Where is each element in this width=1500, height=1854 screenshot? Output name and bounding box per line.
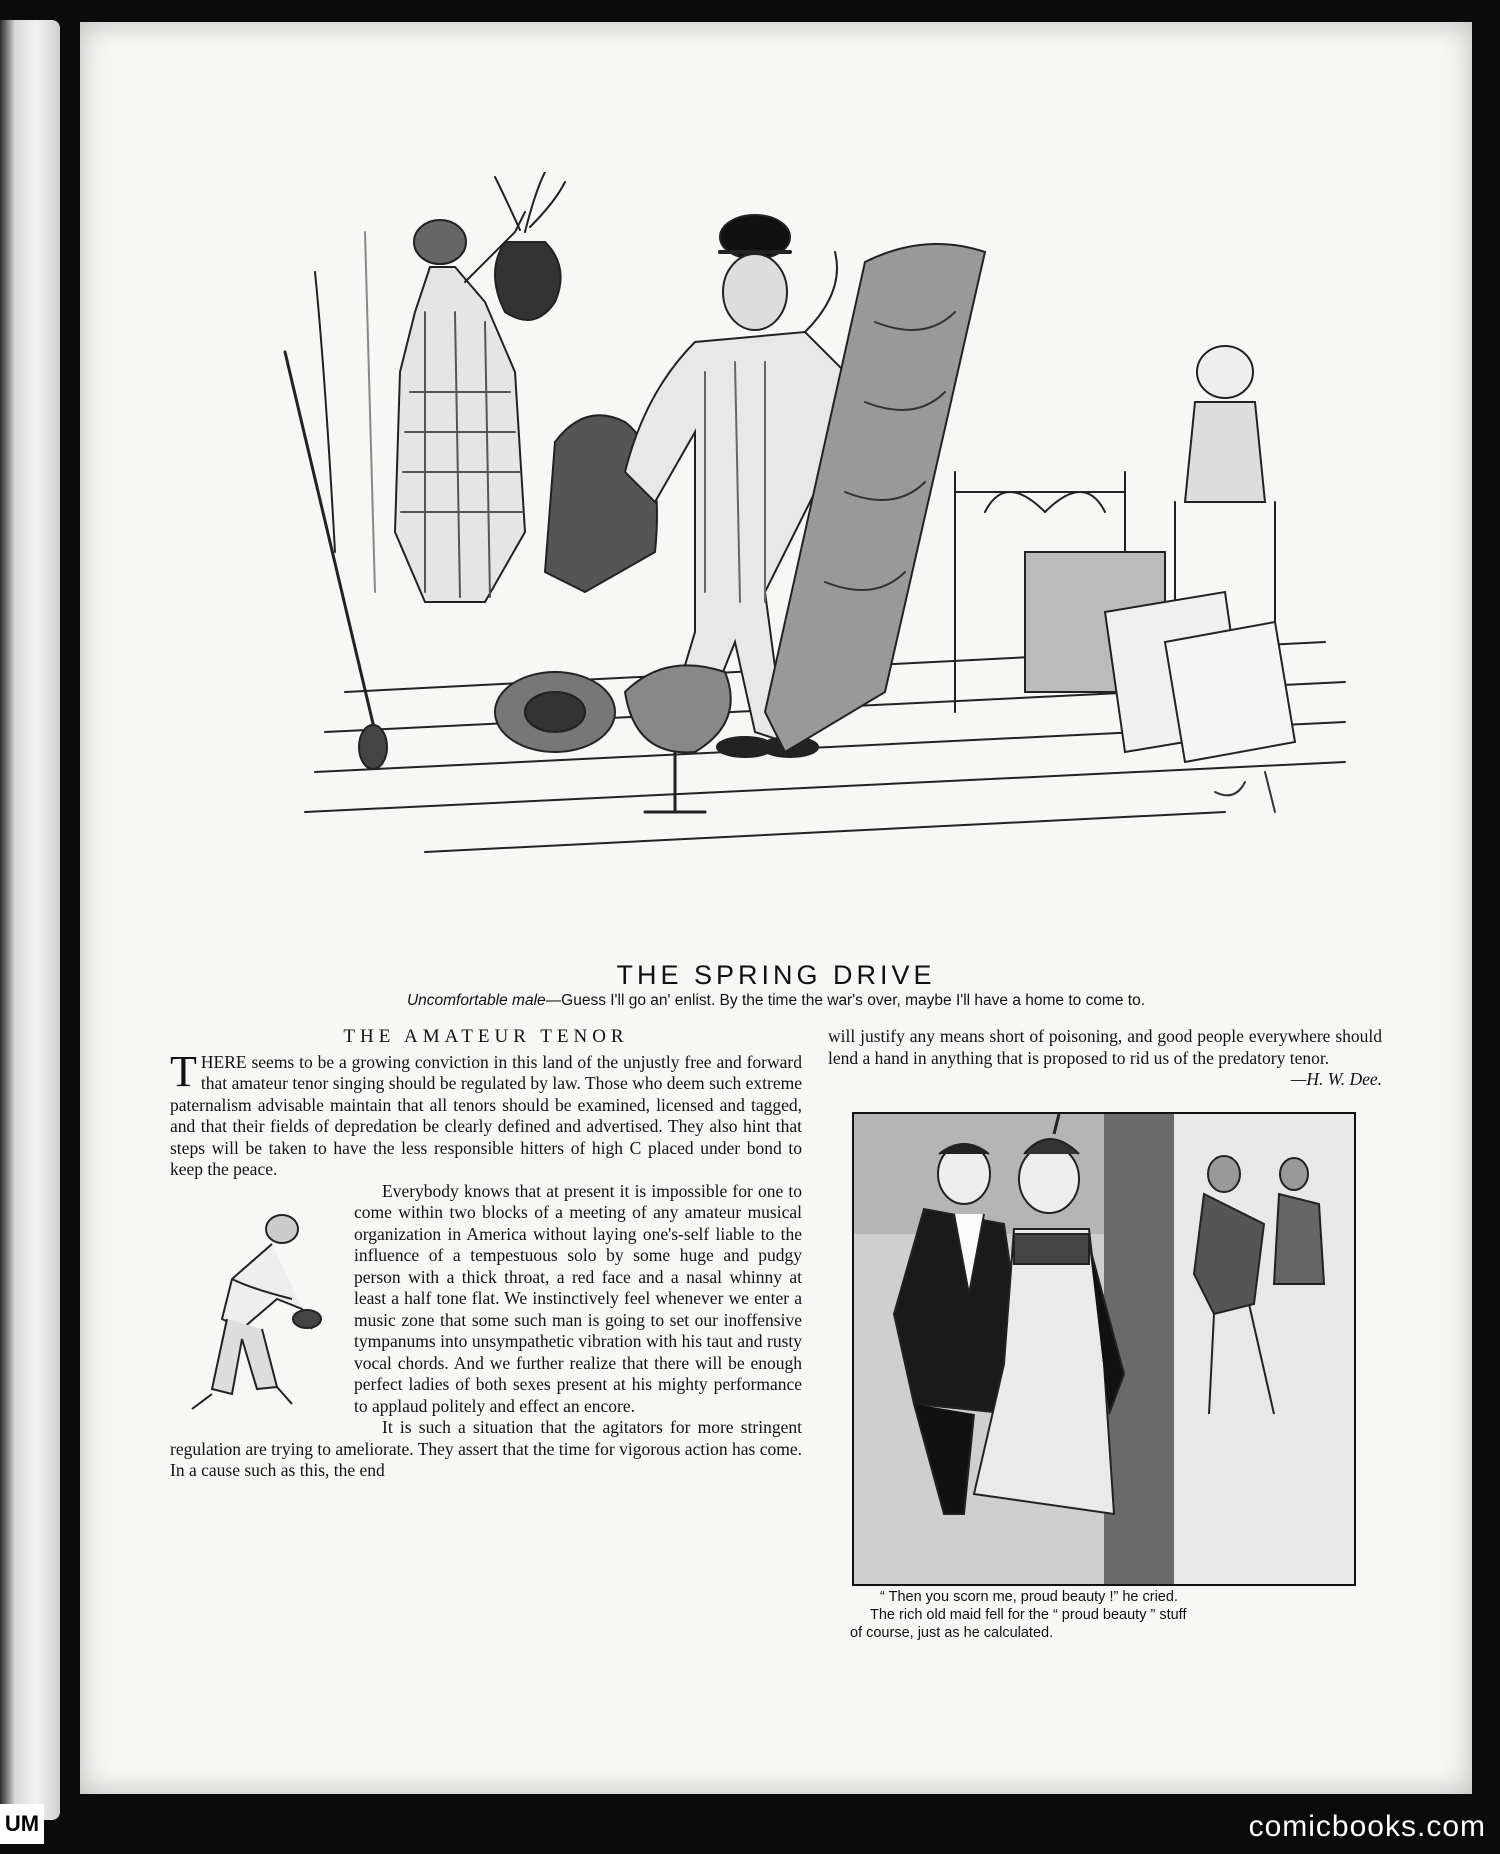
proud-beauty-illustration (852, 1112, 1356, 1586)
illustration-caption (80, 992, 1472, 1010)
article-right-column (828, 1026, 1382, 1091)
article-paragraph-4: will justify any means short of poisoning, and good people everywhere should lend a hand in anything that is proposed to rid us of the predatory tenor. —H. W. Dee. (828, 1026, 1382, 1089)
article-paragraph-3: It is such a situation that the agitators for more stringent regulation are trying to ameliorate. They assert that the time for vigorous action has come. In a cause such as this, the end (170, 1417, 802, 1480)
ballplayer-drawing (182, 1189, 342, 1429)
ballplayer-illustration (182, 1189, 342, 1429)
proud-beauty-drawing (854, 1114, 1354, 1584)
article-paragraph-2: Everybody knows that at present it is impossible for one to come within two blocks of a meeting of any amateur musical organization in America without laying one's-self liable to the influence of a tempestuous solo by some huge and pudgy person with a thick throat, a red face and a nasal whinny at least a half tone flat. We instinctively feel whenever we enter a music zone that some such man is going to set our inoffensive tympanums into unsympathetic vibration with his taut and rusty vocal chords. And we further realize that there will be enough perfect ladies of both sexes present at his mighty performance to applaud politely and effect an encore. (354, 1180, 802, 1416)
article-left-column (170, 1026, 802, 1482)
article-byline: —H. W. Dee. (1290, 1069, 1382, 1089)
previous-page-edge (0, 20, 60, 1820)
caption-speaker: Uncomfortable male (406, 992, 546, 1009)
caption-line-3: of course, just as he calculated. (850, 1625, 1054, 1641)
spring-drive-illustration (225, 172, 1375, 952)
article-title: THE AMATEUR TENOR (343, 1026, 629, 1047)
magazine-page (80, 22, 1472, 1794)
caption-line-1: “ Then you scorn me, proud beauty !” he cried. (880, 1589, 1178, 1605)
illustration-title: THE SPRING DRIVE (616, 960, 936, 990)
spring-drive-drawing (225, 172, 1375, 952)
drop-cap: T (170, 1046, 197, 1096)
caption-line-2: The rich old maid fell for the “ proud beauty ” stuff (870, 1607, 1187, 1623)
corner-badge: UM (0, 1804, 44, 1844)
article-paragraph-1: THERE seems to be a growing conviction in this land of the unjustly free and forward that amateur tenor singing should be regulated by law. Those who deem such extreme paternalism advisable maintain that all tenors should be examined, licensed and tagged, and that their fields of depredation be clearly defined and advertised. They also hint that steps will be taken to have the less responsible hitters of high C placed under bond to keep the peace. (170, 1046, 802, 1179)
site-watermark: comicbooks.com (1248, 1810, 1486, 1843)
caption-text: —Guess I'll go an' enlist. By the time the war's over, maybe I'll have a home to come to. (545, 992, 1146, 1009)
proud-beauty-caption (850, 1588, 1360, 1642)
